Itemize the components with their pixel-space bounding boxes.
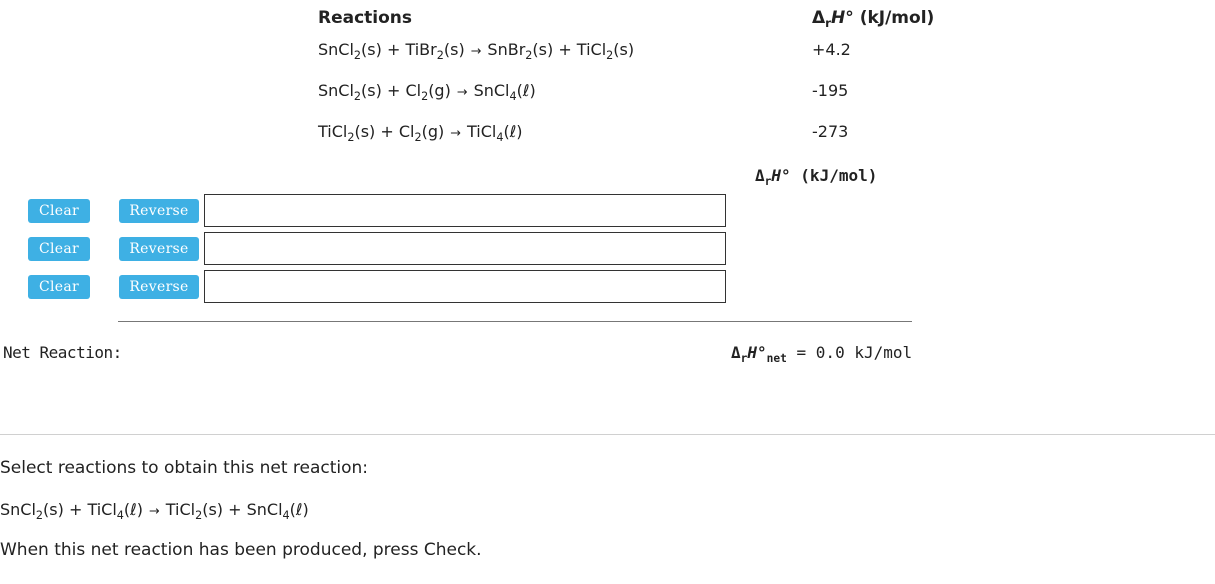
enthalpy-symbol: H <box>771 166 782 185</box>
formula-text: (s) + TiCl <box>43 500 117 519</box>
formula-subscript: 4 <box>282 508 290 522</box>
formula-subscript: 2 <box>414 130 422 144</box>
net-reaction-label: Net Reaction: <box>3 343 122 362</box>
formula-text: (s) + TiBr <box>361 40 437 59</box>
formula-subscript: 4 <box>116 508 124 522</box>
formula-text: SnCl <box>318 40 354 59</box>
formula-text: TiCl <box>165 500 196 519</box>
formula-text: (s) + TiCl <box>532 40 607 59</box>
dh-subscript: r <box>764 174 772 188</box>
reaction-1-dh: +4.2 <box>812 40 851 59</box>
formula-subscript: 4 <box>496 130 504 144</box>
formula-subscript: 2 <box>606 48 614 62</box>
formula-text: (ℓ) <box>516 81 536 100</box>
net-subscript: net <box>766 351 787 365</box>
reaction-arrow-icon: → <box>456 85 468 100</box>
formula-text: SnCl <box>473 81 510 100</box>
reaction-2-dh: -195 <box>812 81 849 100</box>
formula-subscript: 2 <box>35 508 44 522</box>
formula-subscript: 2 <box>347 130 355 144</box>
enthalpy-symbol: H <box>831 8 846 28</box>
net-dh-value: = 0.0 kJ/mol <box>796 343 913 362</box>
reverse-button-1[interactable]: Reverse <box>119 199 199 223</box>
formula-text: (s) + Cl <box>361 81 422 100</box>
formula-subscript: 2 <box>353 89 362 103</box>
delta-symbol: Δ <box>755 166 765 185</box>
dh-subscript: r <box>825 16 832 31</box>
clear-button-3[interactable]: Clear <box>28 275 90 299</box>
work-dh-header <box>755 166 878 188</box>
formula-subscript: 4 <box>509 89 517 103</box>
reaction-arrow-icon: → <box>470 44 482 59</box>
reaction-2[interactable] <box>318 81 536 103</box>
reaction-slot-1[interactable] <box>204 194 726 227</box>
reactions-header: Reactions <box>318 8 413 28</box>
instruction-text: Select reactions to obtain this net reaction: <box>0 458 369 478</box>
work-dh-unit: ° (kJ/mol) <box>781 166 878 185</box>
delta-symbol: Δ <box>812 8 826 28</box>
dh-header <box>812 8 935 31</box>
enthalpy-symbol: H <box>747 343 758 362</box>
formula-text: TiCl <box>466 122 497 141</box>
clear-button-2[interactable]: Clear <box>28 237 90 261</box>
reaction-slot-3[interactable] <box>204 270 726 303</box>
formula-text: (s) <box>443 40 465 59</box>
net-divider <box>118 321 912 322</box>
dh-header-unit: ° (kJ/mol) <box>845 8 935 28</box>
formula-subscript: 2 <box>436 48 444 62</box>
formula-subscript: 2 <box>525 48 533 62</box>
formula-text: (ℓ) <box>289 500 309 519</box>
reaction-slot-2[interactable] <box>204 232 726 265</box>
formula-text: (s) + Cl <box>354 122 415 141</box>
formula-subscript: 2 <box>353 48 362 62</box>
delta-symbol: Δ <box>731 343 741 362</box>
formula-text: SnCl <box>0 500 36 519</box>
reaction-1[interactable] <box>318 40 635 62</box>
formula-text: SnCl <box>318 81 354 100</box>
check-instruction: When this net reaction has been produced, press Check. <box>0 540 482 560</box>
formula-text: SnBr <box>487 40 526 59</box>
formula-text: (g) <box>421 122 445 141</box>
formula-subscript: 2 <box>421 89 429 103</box>
reaction-3[interactable] <box>318 122 523 144</box>
dh-subscript: r <box>740 351 748 365</box>
net-dh: $\Delta_rH^\circ_{net} = 0.0$ kJ/mol <box>731 343 913 365</box>
reaction-3-dh: -273 <box>812 122 849 141</box>
target-net-reaction <box>0 500 309 522</box>
formula-text: (s) <box>613 40 635 59</box>
reverse-button-3[interactable]: Reverse <box>119 275 199 299</box>
formula-text: (s) + SnCl <box>202 500 283 519</box>
formula-text: (ℓ) <box>123 500 144 519</box>
section-divider <box>0 434 1215 435</box>
reaction-arrow-icon: → <box>450 126 461 141</box>
reaction-arrow-icon: → <box>149 504 160 519</box>
reverse-button-2[interactable]: Reverse <box>119 237 199 261</box>
formula-subscript: 2 <box>195 508 203 522</box>
clear-button-1[interactable]: Clear <box>28 199 90 223</box>
formula-text: TiCl <box>318 122 348 141</box>
formula-text: (g) <box>428 81 451 100</box>
formula-text: (ℓ) <box>503 122 523 141</box>
